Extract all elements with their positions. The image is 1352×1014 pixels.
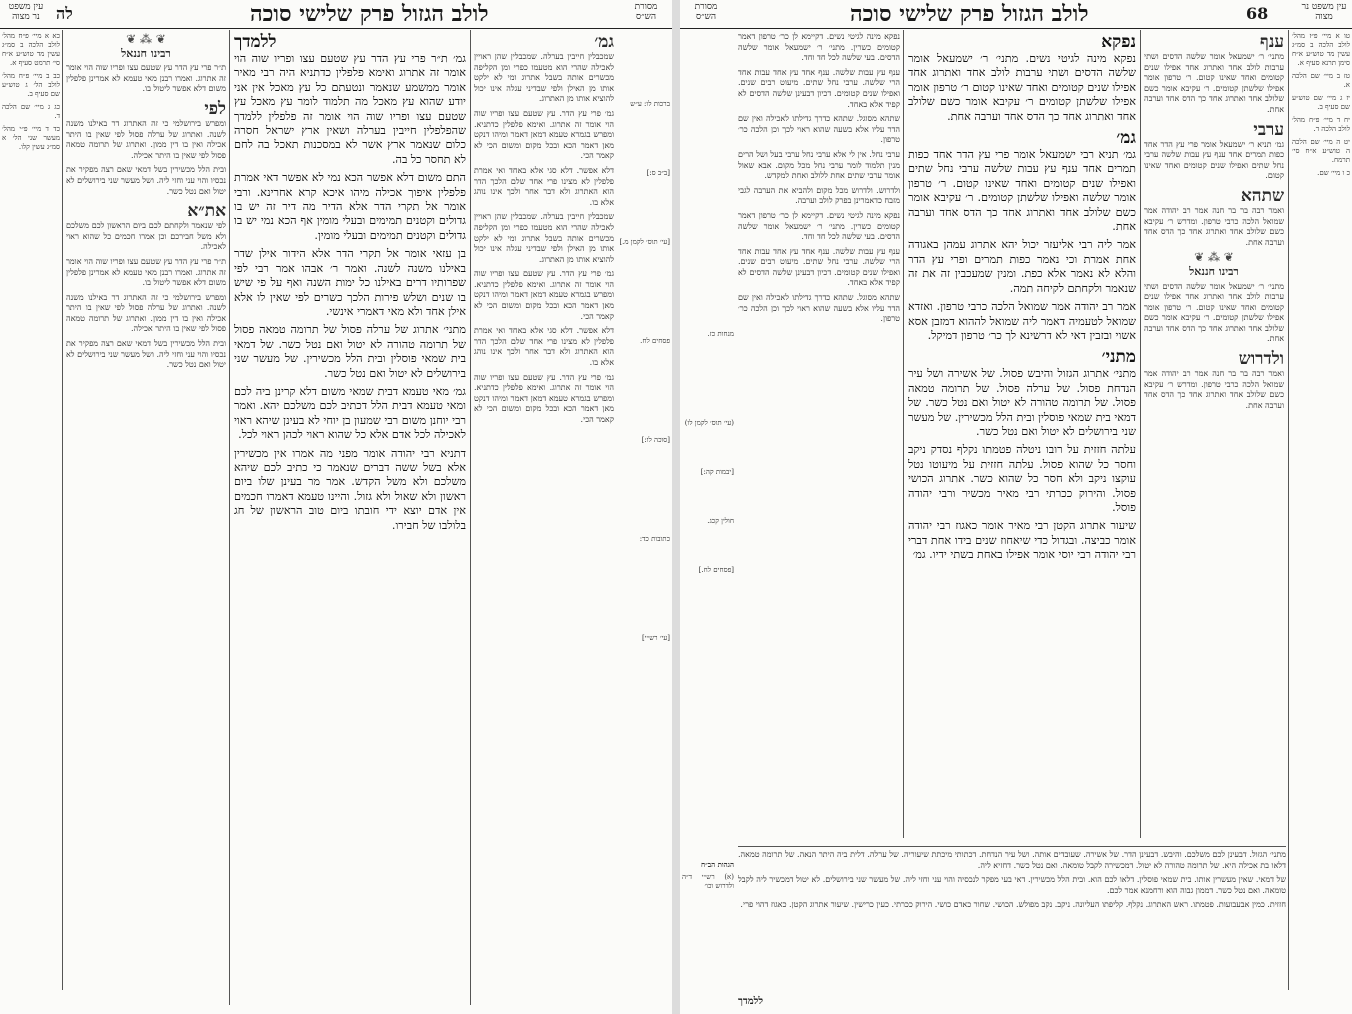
rashi-paragraph: מתני׳ ר׳ ישמעאל אומר שלשה הדסים ושתי ערבות לולב אחד ואתרוג אחד אפילו שנים קטומים ואחד שאינו קטום. ר׳ טרפון אומר אפילו שלשתן קטומים. ר׳ עקיבא אומר כשם שלולב אחד ואתרוג אחד כך הדס אחד וערבה אחת. [1144,52,1284,114]
rashi-paragraph: גמ׳ פרי עץ הדר. עץ שטעם עצו ופריו שוה הוי אומר זה אתרוג. ואימא פלפלין כדתניא. ומפרש בגמרא טעמא דמאן דאמר ומיהו דנקט מאן דאמר הכא ובכל מקום ומשום הכי לא קאמר הכי. [474,372,614,424]
commentary-paragraph: ומפרש בירושלמי כי זה האתרוג דר באילנו משנה לשנה. ואתרוג של ערלה פסול לפי שאין בו היתר אכילה ואין בו דין ממון. ואתרוג של תרומה טמאה פסול לפי שאין בו היתר אכילה. [66,292,226,334]
big-word: את״א [187,201,226,222]
column-divider [1140,30,1141,838]
gemara-paragraph: מתני׳ אתרוג של ערלה פסול של תרומה טמאה פסול של תרומה טהורה לא יטול ואם נטל כשר. של דמאי בית שמאי פוסלין ובית הלל מכשירין. של מעשר שני בירושלים לא יטול ואם נטל כשר. [234,323,466,380]
gemara-paragraph: בן עזאי אומר אל תקרי הדר אלא הידור אילן שדר באילנו משנה לשנה. ואמר ר׳ אבהו אמר רבי לפי שפרותיו דרים באילנו כל ימות השנה ואף על פי שיש בו שנים ושלש פירות הלכך כשרים לפי שאין לו אלא אילן אחד ולא מאי דאמרי אינשי. [234,247,466,318]
right-gemara-column [908,32,1136,840]
mesores-note: [יבמות קה:] [700,468,734,476]
right-mesores-column [682,330,734,830]
rashi-paragraph: דלא אפשר. דלא סגי אלא באחד ואי אמרת פלפלין לא מצינו פרי אחד שלם הלכך הדר הוא האתרוג ולא דבר אחר ולכך אינו נוהג אלא בו. [474,326,614,368]
left-rabbeinu-chananel-column [66,32,226,1007]
left-header-mesores: מסורת הש״ס [634,2,658,22]
gemara-paragraph: אמר רב יהודה אמר שמואל הלכה כרבי טרפון. ואזדא שמואל לטעמיה דאמר ליה שמואל לההוא דמזבן אסא אשוי ובזבין דאי לא דרשינא לך כר׳ טרפון דמיקל. [908,300,1136,342]
left-ein-mishpat-column [2,32,60,892]
commentary-paragraph: ובית הלל מכשירין בשל דמאי שאם רצה מפקיר את נכסיו והוי עני וחזי ליה. ושל מעשר שני בירושלים לא יטול ואם נטל כשר. [66,165,226,196]
rashi-paragraph: ואמר רבה בר בר חנה אמר רב יהודה אמר שמואל הלכה כרבי טרפון. ומדרש ר׳ עקיבא כשם שלולב אחד ואתרוג אחד כך הדס אחד וערבה אחת. [1144,369,1284,410]
mesores-note: [עי׳ תוס׳ לקמן מ.] [619,238,670,246]
side-word: ערבי [1253,119,1284,140]
mesores-note: מנחות כז. [707,330,734,338]
ein-mishpat-entry: יז ג מיי׳ שם טוש״ע שם סעיף ב. [1292,94,1350,111]
commentary-paragraph: ענף עץ עבות שלשה. ענף אחד עץ אחד עבות אחד הרי שלשה. ערבי נחל שתים. מיעוט רבים שנים. ואפילו שנים קטומים. דכיון דבעינן שלשה הדסים לא קפיד אלא באחד. [738,246,900,288]
ein-mishpat-entry: יח ד מיי׳ פ״ח מהל׳ לולב הלכה ד. [1292,116,1350,133]
hagahos-note: (א) רש״י ד״ה ולדרוש וכו׳ [682,873,734,890]
mesores-note: פסחים לח. [640,337,670,345]
big-word: ללמדך [234,32,277,52]
right-inner-commentary-column [738,32,900,840]
right-header-mesores: מסורת הש״ס [694,2,718,22]
page-gutter [672,0,680,1014]
left-page [0,0,672,1014]
ein-mishpat-entry: כ ו מיי׳ שם. [1317,169,1350,177]
column-divider [62,30,63,990]
gemara-paragraph: אמר ליה רבי אליעזר יכול יהא אתרוג עמהן באגודה אחת אמרת וכי נאמר כפות תמרים ופרי עץ הדר והלא לא נאמר אלא כפת. ומנין שמעכבין זה את זה שנאמר ולקחתם לקיחה תמה. [908,238,1136,295]
mesores-note: [ב״ב ס:] [646,169,670,177]
rashi-paragraph: שמכבלין חייבין בערלה. שמכבלין שהן ראויין לאכילה שהרי הוא מטעמו כפרי ומן הקליפה מכשרים אותה בשבל אתרוג ומי לא ילקט אותו מן האילן ולפי שבדיני עגלה אינו יכול להוציא אותו מן האתרוג. [474,212,614,264]
bottom-rashi-paragraph: חזזית. כמין אבעבועות. פטמתו. ראש האתרוג. נקלף. קליפתו העליונה. ניקב. נקב מפולש. הכושי. שחור כאדם כושי. הירוק ככרתי. כעין כרישין. שיעור אתרוג הקטן. כאגוז דהוי פרי. [740,900,1286,910]
right-header-title: לולב הגזול פרק שלישי סוכה [850,1,1089,27]
gemara-paragraph: גמ׳ תניא רבי ישמעאל אומר פרי עץ הדר אחד כפות תמרים אחד ענף עץ עבות שלשה ערבי נחל שתים ואפילו שנים קטומים ואחד שאינו קטום. ר׳ טרפון אומר שלשה ואפילו שלשתן קטומים. ר׳ עקיבא אומר כשם שלולב אחד ואתרוג אחד כך הדס אחד וערבה אחת. [908,148,1136,234]
ein-mishpat-entry: יט ה מיי׳ שם הלכה ה טוש״ע א״ח סי׳ תרמח. [1292,138,1350,164]
gemara-paragraph: גמ׳ ת״ר פרי עץ הדר עץ שטעם עצו ופריו שוה הוי אומר זה אתרוג ואימא פלפלין כדתניא היה רבי מאיר אומר ממשמע שנאמר ונטעתם כל עץ מאכל אין אני יודע שהוא עץ מאכל מה תלמוד לומר עץ מאכל עץ שטעם עצו ופריו שוה הוי אומר זה פלפלין ללמדך שהפלפלין חייבין בערלה ושאין ארץ ישראל חסרה כלום שנאמר ארץ אשר לא במסכנות תאכל בה לחם לא תחסר כל בה. [234,52,466,166]
rashi-paragraph: גמ׳ פרי עץ הדר. עץ שטעם עצו ופריו שוה הוי אומר זה אתרוג. ואימא פלפלין כדתניא. ומפרש בגמרא טעמא דמאן דאמר ומיהו דנקט מאן דאמר הכא ובכל מקום ומשום הכי לא קאמר הכי. [474,108,614,161]
big-word: נפקא [1101,32,1136,52]
column-divider [470,30,471,1005]
rashi-paragraph: שמכבלין חייבין בערלה. שמכבלין שהן ראויין לאכילה שהרי הוא מטעמו כפרי ומן הקליפה מכשרים אותה בשבל אתרוג ומי לא ילקט אותו מן האילן ולפי שבדיני עגלה אינו יכול להוציא אותו מן האתרוג. [474,52,614,104]
commentary-paragraph: ת״ר פרי עץ הדר עץ שטעם עצו ופריו שוה הוי אומר זה אתרוג. ואמרו רבנן מאי טעמא לא אמרינן פלפלין משום דלא אפשר ליטול בו. [66,256,226,288]
big-word: גמ׳ [594,32,614,52]
commentary-paragraph: ת״ר פרי עץ הדר עץ שטעם עצו ופריו שוה הוי אומר זה אתרוג. ואמרו רבנן מאי טעמא לא אמרינן פלפלין משום דלא אפשר ליטול בו. [66,63,226,94]
commentary-paragraph: לפי שנאמר ולקחתם לכם ביום הראשון לכם משלכם ולא משל חבירכם וכן אמרו חכמים כל שהוא ראוי לאכילה. [66,221,226,252]
big-word: מתני׳ [1101,347,1136,368]
side-word: שתהא [1240,185,1284,206]
left-section-title: רבינו חננאל [121,46,171,60]
mesores-note: [עי׳ רש״י] [642,634,670,642]
right-page-number: 68 [1246,4,1269,23]
ein-mishpat-entry: כד ד מיי׳ פ״י מהל׳ מעשר שני הל׳ א סמ״ג עשין קלו. [2,125,60,151]
commentary-paragraph: נפקא מינה לגיטי נשים. דקיימא לן כר׳ טרפון דאמר קטומים כשרין. מתני׳ ר׳ ישמעאל אומר שלשה הדסים. בעי שלשה לכל חד וחד. [738,210,900,242]
right-hagahos-column [682,860,734,980]
right-ein-mishpat-column [1292,32,1350,992]
commentary-paragraph: ולדרוש. ולדרוש מכל מקום ולהביא את הערבה לגבי מזבח כדאמרינן בפרק לולב וערבה. [738,185,900,206]
ornament-divider: ❦ ⁂ ❦ [1194,250,1234,265]
right-bottom-rashi-block [738,846,1286,1000]
mesores-note: חולין קכג. [707,517,734,525]
mesores-note: כתובות כד: [639,535,670,543]
gemara-paragraph: מתני׳ אתרוג הגזול והיבש פסול. של אשירה ושל עיר הנדחת פסול. של ערלה פסול. של תרומה טמאה פסול. של תרומה טהורה לא יטול ואם נטל כשר. של דמאי בית שמאי פוסלין ובית הלל מכשירין. של מעשר שני בירושלים לא יטול ואם נטל כשר. [908,367,1136,438]
rashi-paragraph: גמ׳ פרי עץ הדר. עץ שטעם עצו ופריו שוה הוי אומר זה אתרוג. ואימא פלפלין כדתניא. ומפרש בגמרא טעמא דמאן דאמר ומיהו דנקט מאן דאמר הכא ובכל מקום ומשום הכי לא קאמר הכי. [474,269,614,321]
mesores-note: ברכות לו: ע״ש [630,100,670,108]
mesores-note: [פסחים לח.] [698,566,734,574]
big-word: לפי [204,98,226,119]
commentary-paragraph: שתהא מסוגל. שתהא כדרך גדילתו לאכילה ואין שם הדר עליו אלא בשעה שהוא ראוי לכך וכן הלכה כר׳ טרפון. [738,114,900,145]
ein-mishpat-entry: טז ב מיי׳ שם הלכה א. [1292,72,1350,89]
bottom-rashi-paragraph: של דמאי. שאין מעשרין אותו. בית שמאי פוסלין. דלאו לכם הוא. ובית הלל מכשירין. דאי בעי מפקר לנכסיה והוי עני וחזי ליה. של מעשר שני בירושלים. לא יטול דמכשיר ליה לקבל טומאה. ואם נטל כשר. דממון גבוה הוא ורחמנא אמר לכם. [738,875,1286,895]
ornament-divider: ❦ ⁂ ❦ [126,32,166,46]
left-header-title: לולב הגזול פרק שלישי סוכה [250,1,489,27]
ein-mishpat-entry: טו א מיי׳ פ״ז מהל׳ לולב הלכה ב סמ״ג עשין מד טוש״ע א״ח סימן תרנא סעיף א. [1292,32,1350,67]
left-header-ein-mishpat: עין משפט נר מצוה [8,2,44,22]
rashi-paragraph: דלא אפשר. דלא סגי אלא באחד ואי אמרת פלפלין לא מצינו פרי אחד שלם הלכך הדר הוא האתרוג ולא דבר אחר ולכך אינו נוהג אלא בו. [474,165,614,207]
gemara-paragraph: גמ׳ מאי טעמא דבית שמאי משום דלא קרינן ביה לכם ומאי טעמא דבית הלל דכתיב לכם משלכם יהא. ואמר רבי יוחנן משום רבי שמעון בן יוחי לא בעינן שיהא ראוי לאכילה לכל אדם אלא כל שהוא ראוי לכהן ראוי לכל. [234,384,466,442]
commentary-paragraph: ערבי נחל. אין לי אלא ערבי נחל ערבי בעל ושל הרים מנין תלמוד לומר ערבי נחל מכל מקום. אבא שאול אומר ערבי שתים אחת ללולב ואחת למקדש. [738,149,900,181]
rashi-paragraph: ואמר רבה בר בר חנה אמר רב יהודה אמר שמואל הלכה כרבי טרפון. ומדרש ר׳ עקיבא כשם שלולב אחד ואתרוג אחד כך הדס אחד וערבה אחת. [1144,205,1284,247]
right-rashi-column [1144,32,1284,840]
gemara-paragraph: עלתה חזזית על רובו ניטלה פטמתו נקלף נסדק ניקב וחסר כל שהוא פסול. עלתה חזזית על מיעוטו נטל עוקצו ניקב ולא חסר כל שהוא כשר. אתרוג הכושי פסול. והירוק ככרתי רבי מאיר מכשיר ורבי יהודה פוסל. [908,443,1136,514]
ein-mishpat-entry: כג ג מיי׳ שם הלכה ד. [2,103,60,120]
bottom-rashi-paragraph: מתני׳ הגזול. דבעינן לכם משלכם. והיבש. דבעינן הדר. של אשירה. שעובדים אותה. ושל עיר הנדחת. דכתותי מיכתת שיעוריה. של ערלה. דלית ביה היתר הנאה. של תרומה טמאה. דלאו בת אכילה היא. של תרומה טהורה לא יטול. דמכשירה לקבל טומאה. ואם נטל כשר. דחזיא ליה. [738,850,1286,870]
left-gemara-column [234,32,466,982]
ein-mishpat-entry: כב ב מיי׳ פ״ח מהל׳ לולב הל׳ ג טוש״ע שם סעיף ב. [2,72,60,98]
gemara-paragraph: דתניא רבי יהודה אומר מפני מה אמרו אין מכשירין אלא בשל ששה דברים שנאמר כי כתיב לכם שיהא משלכם ולא משל הקדש. אמר מר בעינן שלו ביום ראשון ולא שאול ולא גזול. והיינו טעמא דאמרו חכמים אין אדם יוצא ידי חובתו ביום טוב הראשון של חג בלולבו של חבירו. [234,446,466,532]
right-section-title: רבינו חננאל [1189,264,1239,278]
left-page-number: לה [56,4,73,23]
gemara-paragraph: נפקא מינה לגיטי נשים. מתני׳ ר׳ ישמעאל אומר שלשה הדסים ושתי ערבות לולב אחד ואתרוג אחד אפילו שנים קטומים ואחד שאינו קטום ר׳ טרפון אומר אפילו שלשתן קטומים ר׳ עקיבא אומר כשם שלולב אחד ואתרוג אחד כך הדס אחד וערבה אחת. [908,52,1136,123]
right-page [680,0,1352,1014]
ein-mishpat-entry: כא א מיי׳ פ״ח מהל׳ לולב הלכה ב סמ״ג עשין מד טוש״ע א״ח סי׳ תרמט סעיף א. [2,32,60,67]
right-page-header [680,0,1352,29]
mesores-note: (עי׳ תוס׳ לקמן לו) [684,419,734,427]
gemara-paragraph: שיעור אתרוג הקטן רבי מאיר אומר כאגוז רבי יהודה אומר כביצה. ובגדול כדי שיאחוז שנים בידו אחת דברי רבי יהודה רבי יוסי אומר אפילו באחת בשתי ידיו. גמ׳ [908,519,1136,562]
column-divider [229,30,230,1005]
left-rashi-column [474,32,614,1007]
gemara-paragraph: התם משום דלא אפשר הכא נמי לא אפשר דאי אמרת פלפלין איפוך אכילה מיהו איכא קרא אחרינא. ורבי אומר אל תקרי הדר אלא הדיר מה דיר זה יש בו גדולים וקטנים תמימים ובעלי מומין אף הכא נמי יש בו גדולים וקטנים תמימים ובעלי מומין. [234,171,466,242]
right-catchword: ללמדך [738,996,764,1007]
left-mesores-column [618,100,670,980]
commentary-paragraph: שתהא מסוגל. שתהא כדרך גדילתו לאכילה ואין שם הדר עליו אלא בשעה שהוא ראוי לכך וכן הלכה כר׳ טרפון. [738,293,900,324]
big-word: גמ׳ [1116,128,1136,149]
column-divider [903,30,904,838]
hagahos-title: הגהות הב״ח [700,860,734,869]
commentary-paragraph: ובית הלל מכשירין בשל דמאי שאם רצה מפקיר את נכסיו והוי עני וחזי ליה. ושל מעשר שני בירושלים לא יטול ואם נטל כשר. [66,339,226,370]
commentary-paragraph: ומפרש בירושלמי כי זה האתרוג דר באילנו משנה לשנה. ואתרוג של ערלה פסול לפי שאין בו היתר אכילה ואין בו דין ממון. ואתרוג של תרומה טמאה פסול לפי שאין בו היתר אכילה. [66,118,226,160]
rashi-paragraph: מתני׳ ר׳ ישמעאל אומר שלשה הדסים ושתי ערבות לולב אחד ואתרוג אחד אפילו שנים קטומים ואחד שאינו קטום. ר׳ טרפון אומר אפילו שלשתן קטומים. ר׳ עקיבא אומר כשם שלולב אחד ואתרוג אחד כך הדס אחד וערבה אחת. [1144,281,1284,344]
commentary-paragraph: ענף עץ עבות שלשה. ענף אחד עץ אחד עבות אחד הרי שלשה. ערבי נחל שתים. מיעוט רבים שנים. ואפילו שנים קטומים. דכיון דבעינן שלשה הדסים לא קפיד אלא באחד. [738,67,900,109]
commentary-paragraph: נפקא מינה לגיטי נשים. דקיימא לן כר׳ טרפון דאמר קטומים כשרין. מתני׳ ר׳ ישמעאל אומר שלשה הדסים. בעי שלשה לכל חד וחד. [738,32,900,63]
mesores-note: [סוכה לו:] [641,436,670,444]
right-header-ein-mishpat: עין משפט נר מצוה [1301,2,1347,22]
column-divider [1288,30,1289,990]
left-page-header [0,0,672,29]
side-word: ענף [1260,32,1284,52]
rashi-paragraph: גמ׳ תניא ר׳ ישמעאל אומר פרי עץ הדר אחד כפות תמרים אחד ענף עץ עבות שלשה ערבי נחל שתים ואפילו שנים קטומים ואחד שאינו קטום. [1144,139,1284,181]
side-word: ולדרוש [1238,349,1284,370]
